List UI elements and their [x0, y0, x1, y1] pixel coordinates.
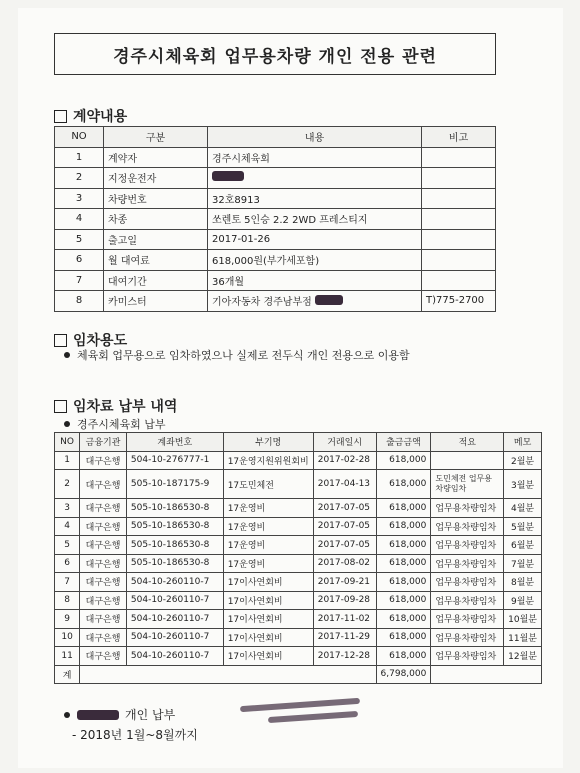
cell-memo: 8월분: [504, 573, 542, 592]
cell-account: 504-10-260110-7: [126, 591, 223, 610]
cell-bank: 대구은행: [80, 451, 127, 470]
cell-content: 2017-01-26: [208, 229, 422, 250]
bullet-icon: [64, 421, 70, 427]
header-desc: 적요: [431, 433, 504, 452]
table-row: [55, 573, 542, 592]
payment-sub-item: [64, 416, 166, 432]
header-note: 비고: [422, 127, 496, 148]
cell-account: 505-10-186530-8: [126, 517, 223, 536]
total-empty: [80, 665, 376, 684]
header-account: 계좌번호: [126, 433, 223, 452]
cell-content: 36개월: [208, 270, 422, 291]
table-row: [55, 451, 542, 470]
cell-memo-name: 17이사연회비: [223, 610, 313, 629]
cell-date: 2017-08-02: [313, 554, 376, 573]
cell-note: [422, 188, 496, 209]
redaction-mark: [315, 295, 343, 305]
cell-amount: 618,000: [376, 647, 431, 666]
cell-amount: 618,000: [376, 610, 431, 629]
cell-no: 7: [55, 270, 104, 291]
cell-desc: 도민체전 업무용차량임차: [431, 470, 504, 499]
cell-date: 2017-09-21: [313, 573, 376, 592]
cell-no: 8: [55, 291, 104, 312]
cell-amount: 618,000: [376, 628, 431, 647]
section-payment: [54, 396, 177, 416]
table-row: [55, 188, 496, 209]
cell-amount: 618,000: [376, 470, 431, 499]
bullet-icon: [64, 712, 70, 718]
checkbox-square-icon: [54, 110, 67, 123]
cell-amount: 618,000: [376, 591, 431, 610]
cell-content: 32호8913: [208, 188, 422, 209]
cell-account: 504-10-260110-7: [126, 628, 223, 647]
cell-no: 2: [55, 470, 80, 499]
cell-item: 계약자: [104, 147, 208, 168]
personal-payment-label: 개인 납부: [125, 708, 176, 722]
table-row: [55, 270, 496, 291]
payment-table: [54, 432, 542, 684]
cell-item: 지정운전자: [104, 168, 208, 189]
cell-note: [422, 147, 496, 168]
cell-date: 2017-07-05: [313, 517, 376, 536]
cell-item: 월 대여료: [104, 250, 208, 271]
cell-content: [208, 168, 422, 189]
table-row: [55, 499, 542, 518]
cell-account: 505-10-186530-8: [126, 536, 223, 555]
cell-no: 5: [55, 536, 80, 555]
personal-payment-period: [72, 726, 198, 743]
cell-bank: 대구은행: [80, 499, 127, 518]
document-title: 경주시체육회 업무용차량 개인 전용 관련: [54, 33, 496, 75]
cell-account: 504-10-276777-1: [126, 451, 223, 470]
cell-item: 대여기간: [104, 270, 208, 291]
cell-no: 7: [55, 573, 80, 592]
cell-no: 4: [55, 209, 104, 230]
cell-desc: 업무용차량임차: [431, 573, 504, 592]
cell-no: 9: [55, 610, 80, 629]
cell-desc: 업무용차량임차: [431, 517, 504, 536]
cell-item: 출고일: [104, 229, 208, 250]
cell-desc: 업무용차량임차: [431, 647, 504, 666]
cell-date: 2017-11-29: [313, 628, 376, 647]
cell-memo: 2월분: [504, 451, 542, 470]
cell-date: 2017-02-28: [313, 451, 376, 470]
cell-account: 504-10-260110-7: [126, 610, 223, 629]
table-row: [55, 610, 542, 629]
cell-amount: 618,000: [376, 554, 431, 573]
cell-no: 1: [55, 451, 80, 470]
header-no: NO: [55, 127, 104, 148]
cell-no: 11: [55, 647, 80, 666]
cell-no: 1: [55, 147, 104, 168]
bullet-icon: [64, 352, 70, 358]
section-contract: [54, 106, 127, 126]
cell-desc: 업무용차량임차: [431, 536, 504, 555]
table-row: [55, 647, 542, 666]
cell-amount: 618,000: [376, 536, 431, 555]
header-amount: 출금금액: [376, 433, 431, 452]
cell-no: 8: [55, 591, 80, 610]
table-row: [55, 628, 542, 647]
cell-memo: 6월분: [504, 536, 542, 555]
cell-no: 10: [55, 628, 80, 647]
cell-amount: 618,000: [376, 499, 431, 518]
cell-item: 차종: [104, 209, 208, 230]
cell-date: 2017-09-28: [313, 591, 376, 610]
cell-date: 2017-11-02: [313, 610, 376, 629]
table-row: [55, 536, 542, 555]
cell-memo-name: 17운영비: [223, 536, 313, 555]
cell-account: 504-10-260110-7: [126, 647, 223, 666]
cell-memo-name: 17운영비: [223, 517, 313, 536]
cell-memo: 5월분: [504, 517, 542, 536]
cell-memo-name: 17이사연회비: [223, 647, 313, 666]
redaction-mark: [77, 710, 119, 720]
cell-account: 505-10-187175-9: [126, 470, 223, 499]
cell-memo-name: 17운영지원위원회비: [223, 451, 313, 470]
header-date: 거래일시: [313, 433, 376, 452]
cell-memo-name: 17운영비: [223, 554, 313, 573]
cell-memo-name: 17이사연회비: [223, 573, 313, 592]
contract-table: [54, 126, 496, 312]
cell-content: 경주시체육회: [208, 147, 422, 168]
cell-memo-name: 17이사연회비: [223, 591, 313, 610]
cell-note: [422, 168, 496, 189]
cell-memo: 9월분: [504, 591, 542, 610]
cell-item: 차량번호: [104, 188, 208, 209]
cell-memo: 11월분: [504, 628, 542, 647]
table-row: [55, 168, 496, 189]
contract-header-row: [55, 127, 496, 148]
cell-bank: 대구은행: [80, 573, 127, 592]
cell-desc: 업무용차량임차: [431, 499, 504, 518]
personal-period-text: - 2018년 1월~8월까지: [72, 728, 198, 742]
cell-bank: 대구은행: [80, 610, 127, 629]
cell-amount: 618,000: [376, 451, 431, 470]
cell-content: 쏘렌토 5인승 2.2 2WD 프레스티지: [208, 209, 422, 230]
cell-date: 2017-12-28: [313, 647, 376, 666]
cell-no: 6: [55, 250, 104, 271]
cell-note: [422, 270, 496, 291]
cell-content: 618,000원(부가세포함): [208, 250, 422, 271]
cell-note: [422, 209, 496, 230]
redaction-mark: [212, 171, 244, 181]
cell-account: 505-10-186530-8: [126, 554, 223, 573]
checkbox-square-icon: [54, 400, 67, 413]
cell-memo: 10월분: [504, 610, 542, 629]
header-memo-name: 부기명: [223, 433, 313, 452]
cell-desc: 업무용차량임차: [431, 610, 504, 629]
cell-memo: 7월분: [504, 554, 542, 573]
cell-memo: 4월분: [504, 499, 542, 518]
payment-header-row: [55, 433, 542, 452]
cell-bank: 대구은행: [80, 647, 127, 666]
section-contract-title: 계약내용: [73, 109, 128, 125]
cell-memo: 3월분: [504, 470, 542, 499]
checkbox-square-icon: [54, 334, 67, 347]
cell-account: 505-10-186530-8: [126, 499, 223, 518]
cell-memo-name: 17운영비: [223, 499, 313, 518]
cell-note: T)775-2700: [422, 291, 496, 312]
table-row: [55, 470, 542, 499]
cell-no: 6: [55, 554, 80, 573]
cell-no: 4: [55, 517, 80, 536]
section-payment-title: 임차료 납부 내역: [73, 399, 178, 415]
table-row: [55, 147, 496, 168]
total-empty: [431, 665, 542, 684]
table-row: [55, 554, 542, 573]
cell-bank: 대구은행: [80, 554, 127, 573]
usage-item: [64, 347, 410, 363]
cell-memo-name: 17도민체전: [223, 470, 313, 499]
cell-amount: 618,000: [376, 517, 431, 536]
cell-account: 504-10-260110-7: [126, 573, 223, 592]
cell-no: 5: [55, 229, 104, 250]
cell-no: 3: [55, 499, 80, 518]
cell-bank: 대구은행: [80, 628, 127, 647]
header-no: NO: [55, 433, 80, 452]
table-row: [55, 209, 496, 230]
table-row: [55, 229, 496, 250]
cell-bank: 대구은행: [80, 517, 127, 536]
cell-memo-name: 17이사연회비: [223, 628, 313, 647]
cell-memo: 12월분: [504, 647, 542, 666]
section-usage-title: 임차용도: [73, 333, 128, 349]
table-row: [55, 250, 496, 271]
header-memo: 메모: [504, 433, 542, 452]
cell-no: 2: [55, 168, 104, 189]
payment-sub-text: 경주시체육회 납부: [77, 418, 166, 431]
cell-content: [208, 291, 422, 312]
table-row: [55, 591, 542, 610]
cell-content-text: 기아자동차 경주남부점: [212, 297, 312, 309]
cell-item: 카미스터: [104, 291, 208, 312]
cell-desc: 업무용차량임차: [431, 628, 504, 647]
personal-payment-item: [64, 706, 175, 723]
cell-amount: 618,000: [376, 573, 431, 592]
cell-bank: 대구은행: [80, 591, 127, 610]
table-row: [55, 291, 496, 312]
table-row: [55, 517, 542, 536]
total-row: [55, 665, 542, 684]
cell-desc: [431, 451, 504, 470]
cell-desc: 업무용차량임차: [431, 591, 504, 610]
cell-date: 2017-04-13: [313, 470, 376, 499]
cell-bank: 대구은행: [80, 470, 127, 499]
cell-note: [422, 250, 496, 271]
cell-desc: 업무용차량임차: [431, 554, 504, 573]
total-amount: 6,798,000: [376, 665, 431, 684]
cell-bank: 대구은행: [80, 536, 127, 555]
cell-no: 3: [55, 188, 104, 209]
cell-note: [422, 229, 496, 250]
cell-date: 2017-07-05: [313, 499, 376, 518]
total-label: 계: [55, 665, 80, 684]
header-item: 구분: [104, 127, 208, 148]
header-bank: 금융기관: [80, 433, 127, 452]
header-content: 내용: [208, 127, 422, 148]
cell-date: 2017-07-05: [313, 536, 376, 555]
usage-text: 체육회 업무용으로 임차하였으나 실제로 전두식 개인 전용으로 이용함: [77, 349, 410, 362]
